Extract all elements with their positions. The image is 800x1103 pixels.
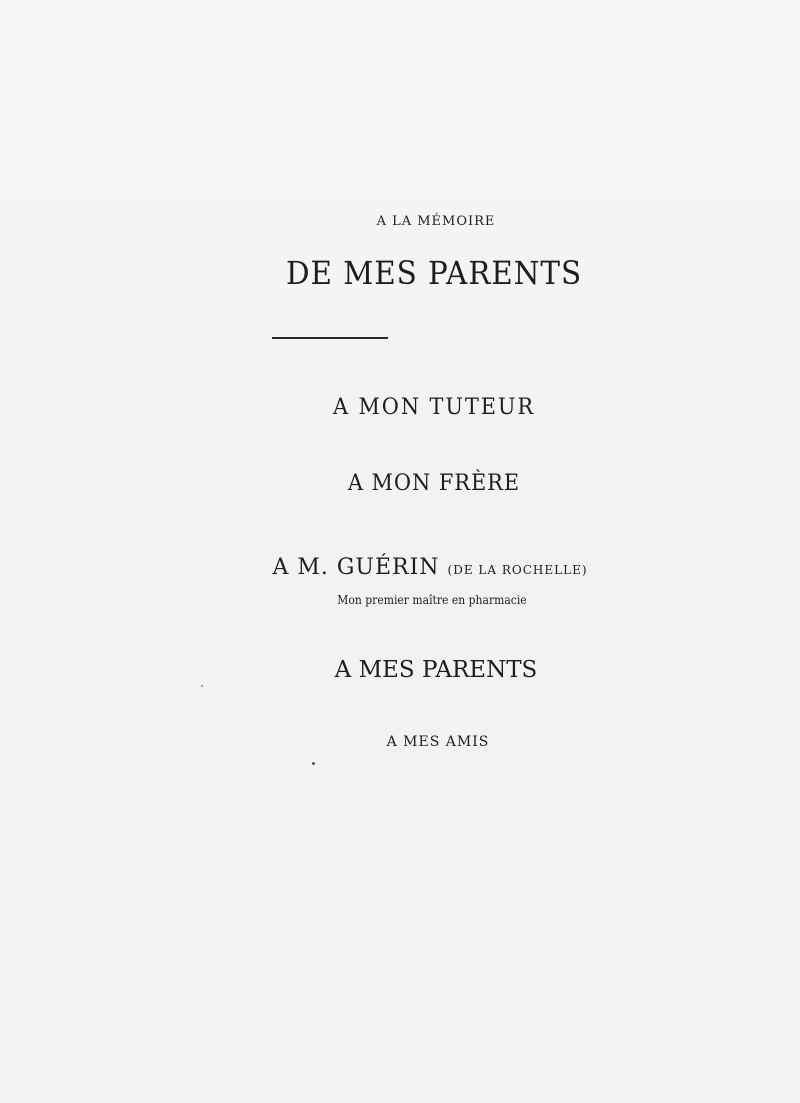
ink-speck — [201, 685, 203, 687]
dedication-guerin — [30, 555, 800, 580]
ink-speck — [312, 762, 315, 765]
dedication-parents: A MES PARENTS — [334, 657, 538, 683]
guerin-name: A M. GUÉRIN — [272, 555, 440, 580]
guerin-subtitle: Mon premier maître en pharmacie — [337, 593, 527, 607]
divider-rule — [272, 337, 388, 339]
dedication-amis: A MES AMIS — [386, 734, 490, 750]
guerin-location: (DE LA ROCHELLE) — [447, 563, 588, 577]
memoire-line: A LA MÉMOIRE — [376, 214, 496, 229]
dedication-frere: A MON FRÈRE — [347, 471, 521, 496]
dedication-tuteur: A MON TUTEUR — [332, 395, 536, 420]
page-title: DE MES PARENTS — [285, 254, 583, 292]
